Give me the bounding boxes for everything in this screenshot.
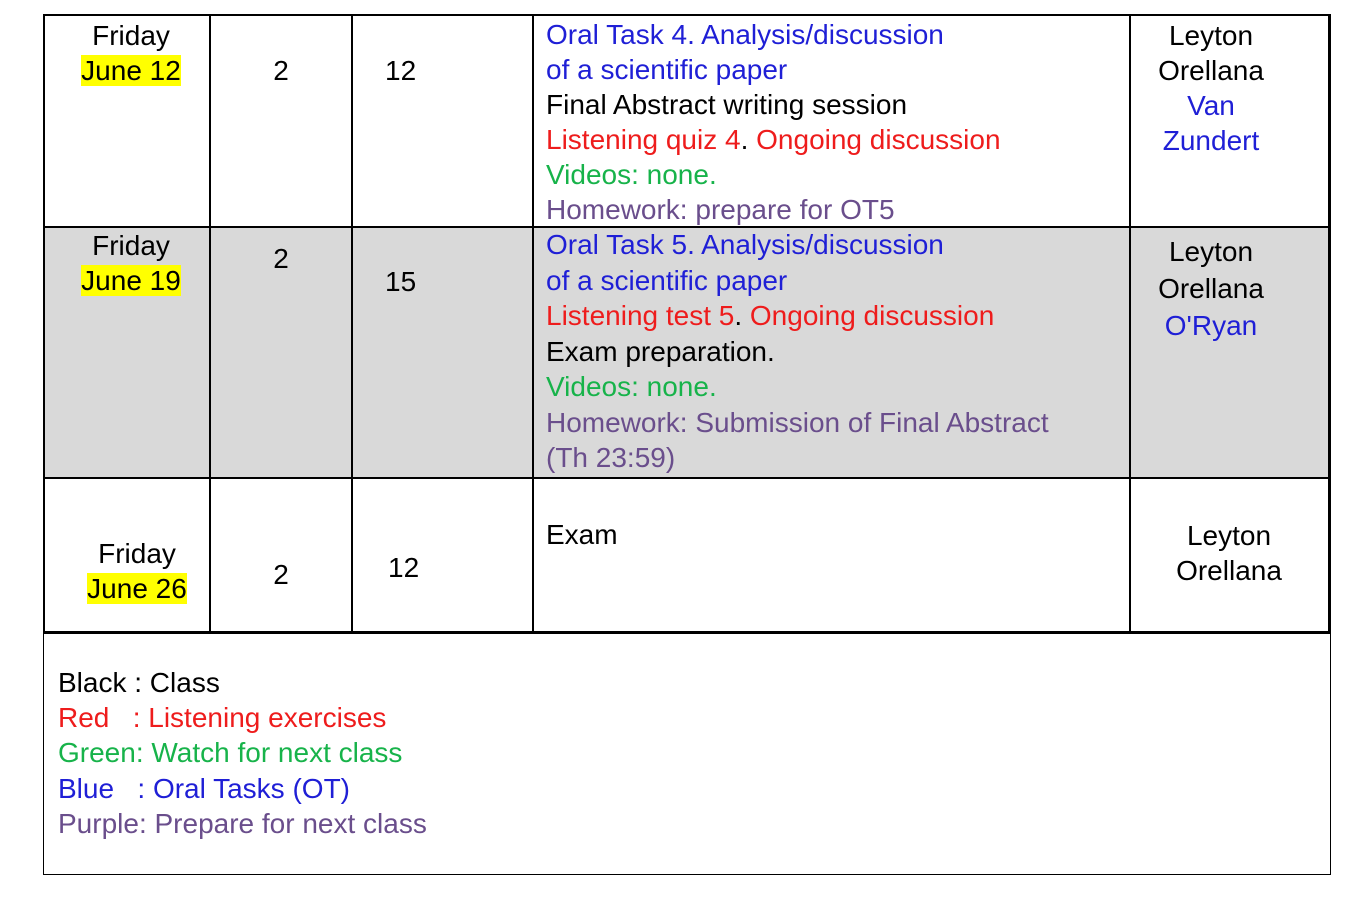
oral-task-line: of a scientific paper [546, 54, 788, 85]
homework-line: Homework: prepare for OT5 [546, 194, 895, 225]
activities-cell [546, 17, 1001, 227]
listening-line: Ongoing discussion [749, 300, 995, 331]
date-cell [45, 228, 217, 298]
students-value: 12 [385, 55, 417, 86]
oral-task-line: Oral Task 4. Analysis/discussion [546, 19, 944, 50]
teacher-name: Orellana [1176, 555, 1282, 586]
separator: . [740, 124, 757, 155]
table-row [45, 477, 1328, 633]
teacher-name: Orellana [1158, 273, 1264, 304]
oral-task-line: Oral Task 5. Analysis/discussion [546, 229, 944, 260]
hours-value: 2 [273, 559, 289, 590]
teacher-name: Leyton [1186, 520, 1272, 551]
day-label: Friday [98, 538, 176, 569]
homework-line: (Th 23:59) [546, 442, 676, 473]
class-line: Final Abstract writing session [546, 89, 908, 120]
teachers-cell [1131, 18, 1291, 158]
teacher-name: Leyton [1168, 20, 1254, 51]
day-label: Friday [92, 230, 170, 261]
legend-prepare: Purple: Prepare for next class [58, 808, 427, 839]
listening-line: Listening test 5 [546, 300, 735, 331]
listening-line: Ongoing discussion [756, 124, 1001, 155]
schedule-table [43, 14, 1331, 634]
day-label: Friday [92, 20, 170, 51]
class-line: Exam [546, 519, 618, 550]
homework-line: Homework: Submission of Final Abstract [546, 406, 1049, 438]
teachers-cell [1149, 518, 1309, 588]
videos-line: Videos: none. [546, 371, 717, 402]
table-row [45, 226, 1328, 477]
date-label: June 26 [87, 573, 187, 604]
date-cell [51, 536, 223, 606]
teacher-name: Leyton [1168, 236, 1254, 267]
color-legend [43, 632, 1331, 875]
teachers-cell [1131, 233, 1291, 344]
date-cell [45, 18, 217, 88]
hours-value: 2 [273, 55, 289, 86]
legend-listening: Red : Listening exercises [58, 702, 387, 733]
date-label: June 12 [81, 55, 181, 86]
hours-value: 2 [273, 243, 289, 274]
teacher-name: Zundert [1162, 125, 1260, 156]
students-value: 15 [385, 266, 417, 297]
teacher-name: Van [1187, 90, 1235, 121]
separator: . [734, 300, 750, 331]
teacher-name: Orellana [1158, 55, 1264, 86]
class-line: Exam preparation. [546, 335, 775, 367]
legend-watch: Green: Watch for next class [58, 737, 403, 768]
table-row [45, 16, 1328, 226]
date-label: June 19 [81, 265, 181, 296]
legend-class: Black : Class [58, 667, 220, 698]
oral-task-line: of a scientific paper [546, 264, 788, 296]
listening-line: Listening quiz 4 [546, 124, 741, 155]
activities-cell [546, 227, 1049, 476]
legend-oral-tasks: Blue : Oral Tasks (OT) [58, 773, 350, 804]
teacher-name: O'Ryan [1164, 310, 1258, 341]
students-value: 12 [388, 552, 420, 583]
videos-line: Videos: none. [546, 159, 717, 190]
activities-cell [546, 517, 618, 552]
